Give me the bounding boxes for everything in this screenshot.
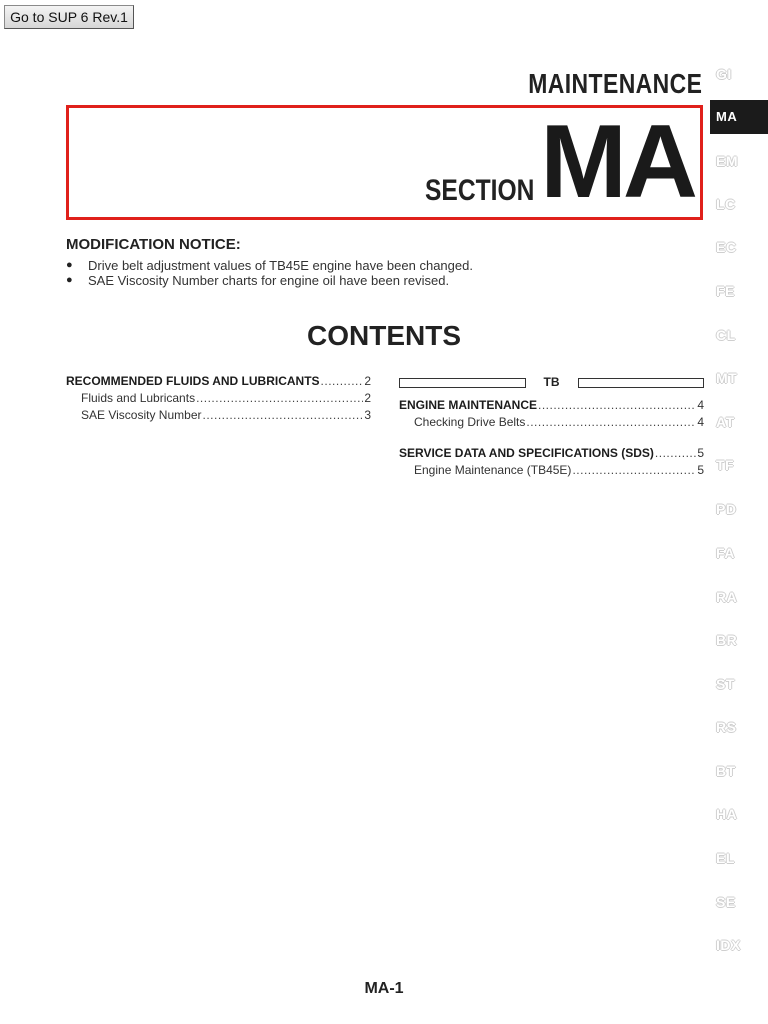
toc-entry-page: 3 [364,408,371,422]
toc-entry-label: Checking Drive Belts [414,415,526,429]
toc-entry-page: 2 [364,374,371,388]
toc-leader-dots [572,463,696,477]
section-tab-br[interactable]: BR [716,632,738,648]
contents-heading: CONTENTS [307,320,461,351]
section-tab-idx[interactable]: IDX [716,937,741,953]
section-tab-at[interactable]: AT [716,414,735,430]
section-tab-bt[interactable]: BT [716,763,736,779]
modification-notice-heading: MODIFICATION NOTICE: [66,236,241,253]
toc-entry-label: SAE Viscosity Number [81,408,202,422]
toc-entry[interactable] [399,463,704,480]
toc-entry-label: RECOMMENDED FLUIDS AND LUBRICANTS [66,374,320,388]
section-tab-fa[interactable]: FA [716,545,735,561]
toc-entry-page: 4 [697,398,704,412]
section-tab-gi[interactable]: GI [716,66,732,82]
section-tab-pd[interactable]: PD [716,501,737,517]
section-tab-cl[interactable]: CL [716,327,736,343]
divider-label: TB [543,375,560,389]
toc-entry-label: Engine Maintenance (TB45E) [414,463,572,477]
toc-leader-dots [538,398,696,412]
toc-entry-page: 4 [697,415,704,429]
list-item [66,258,473,273]
toc-leader-dots [196,391,363,405]
section-banner [66,105,703,220]
bullet-icon: ● [66,259,73,271]
page-title: MAINTENANCE [527,68,702,99]
modification-notice-list [66,258,473,288]
toc-entry[interactable] [399,446,704,463]
toc-entry-label: SERVICE DATA AND SPECIFICATIONS (SDS) [399,446,654,460]
toc-entry-label: Fluids and Lubricants [81,391,196,405]
toc-entry[interactable] [66,408,371,425]
toc-entry-page: 2 [364,391,371,405]
divider-bar-right [578,378,704,388]
list-item [66,273,473,288]
bullet-icon: ● [66,274,73,286]
section-tab-rs[interactable]: RS [716,719,737,735]
toc-entry[interactable] [399,398,704,415]
toc-left-column [66,374,371,425]
toc-leader-dots [321,374,364,388]
section-tab-st[interactable]: ST [716,676,735,692]
section-word: SECTION [424,174,534,207]
section-tab-lc[interactable]: LC [716,196,736,212]
modification-item-text: SAE Viscosity Number charts for engine oil have been revised. [88,273,450,288]
section-tab-el[interactable]: EL [716,850,735,866]
toc-entry[interactable] [399,415,704,432]
toc-entry-page: 5 [697,463,704,477]
section-tab-mt[interactable]: MT [716,370,738,386]
section-tab-em[interactable]: EM [716,153,738,169]
tb-divider [399,376,704,390]
section-tab-tf[interactable]: TF [716,457,735,473]
section-tab-fe[interactable]: FE [716,283,735,299]
toc-leader-dots [655,446,696,460]
modification-item-text: Drive belt adjustment values of TB45E engine have been changed. [88,258,473,273]
toc-entry-page: 5 [697,446,704,460]
section-tab-se[interactable]: SE [716,894,736,910]
toc-entry-label: ENGINE MAINTENANCE [399,398,538,412]
section-tab-ha[interactable]: HA [716,806,738,822]
toc-entry[interactable] [66,374,371,391]
toc-entry[interactable] [66,391,371,408]
section-tab-ec[interactable]: EC [716,239,737,255]
toc-right-column [399,398,704,480]
toc-gap [399,432,704,446]
toc-leader-dots [526,415,696,429]
section-tab-ra[interactable]: RA [716,589,738,605]
goto-sup-button[interactable]: Go to SUP 6 Rev.1 [4,5,134,29]
page-number: MA-1 [364,980,404,997]
toc-leader-dots [203,408,364,422]
section-code: MA [540,104,694,220]
section-tab-ma[interactable]: MA [710,100,768,134]
